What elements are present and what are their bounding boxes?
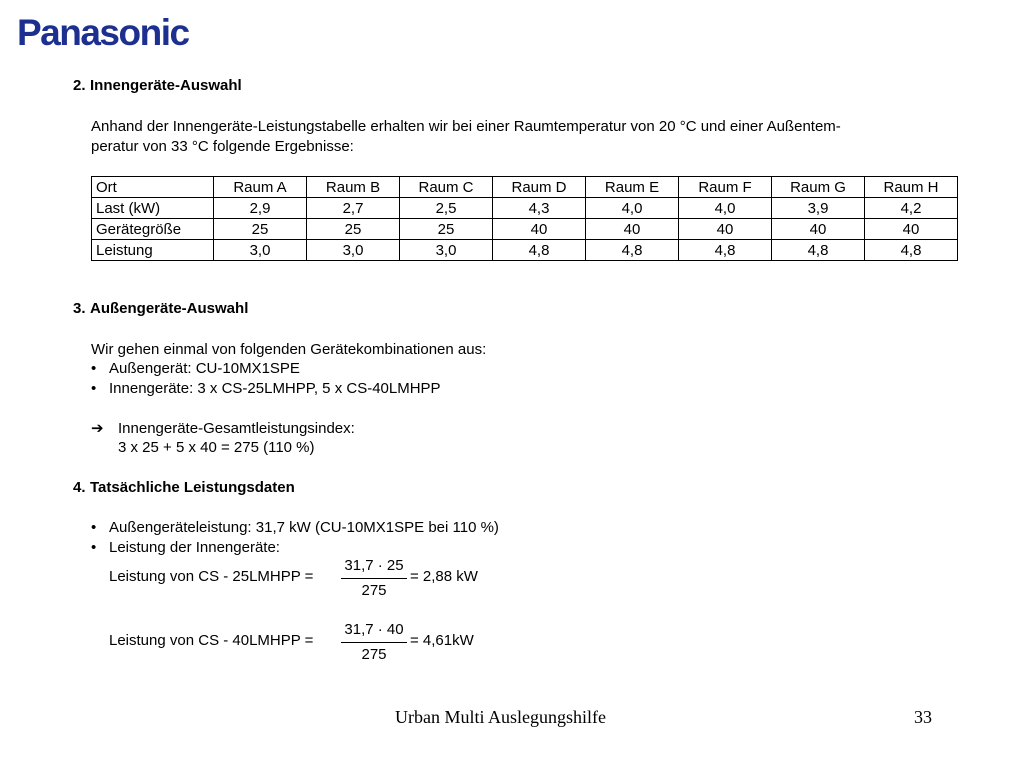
section-2-heading [73, 76, 242, 96]
table-header-cell: Raum H [865, 177, 958, 198]
section-2-intro-line1: Anhand der Innengeräte-Leistungstabelle erhalten wir bei einer Raumtemperatur von 20 °C und einer Außentem- [91, 118, 841, 135]
formula-1-denominator: 275 [361, 582, 387, 599]
table-cell: 40 [679, 219, 772, 240]
formula-2-fraction [341, 620, 407, 665]
table-cell: 40 [586, 219, 679, 240]
fraction-line [341, 642, 407, 643]
section-2-number: 2. [73, 77, 86, 94]
table-header-cell: Raum E [586, 177, 679, 198]
bullet-icon: • [91, 380, 97, 397]
table-row-label: Gerätegröße [92, 219, 214, 240]
table-header-cell: Raum A [214, 177, 307, 198]
list-item [91, 518, 499, 538]
table-cell: 4,0 [679, 198, 772, 219]
table-cell: 3,0 [214, 240, 307, 261]
arrow-item-text: Innengeräte-Gesamtleistungsindex: [118, 420, 355, 437]
section-4-number: 4. [73, 479, 86, 496]
bullet-icon: • [91, 539, 97, 556]
formula-2-denominator: 275 [361, 646, 387, 663]
section-4-heading [73, 478, 295, 498]
table-cell: 2,9 [214, 198, 307, 219]
table-header-cell: Raum D [493, 177, 586, 198]
list-item [91, 359, 300, 379]
table-cell: 25 [214, 219, 307, 240]
formula-1-fraction [341, 556, 407, 601]
section-4-title: Tatsächliche Leistungsdaten [90, 479, 295, 496]
list-item-text: Außengeräteleistung: 31,7 kW (CU-10MX1SPE bei 110 %) [109, 519, 499, 536]
table-row [92, 198, 958, 219]
panasonic-logo: Panasonic [17, 12, 189, 53]
bullet-icon: • [91, 360, 97, 377]
table-cell: 3,0 [307, 240, 400, 261]
footer-title: Urban Multi Auslegungshilfe [395, 707, 606, 727]
formula-1-result: = 2,88 kW [410, 568, 478, 585]
table-cell: 3,0 [400, 240, 493, 261]
table-cell: 40 [865, 219, 958, 240]
table-header-cell: Ort [92, 177, 214, 198]
section-2-intro-line2: peratur von 33 °C folgende Ergebnisse: [91, 138, 354, 155]
index-calculation: 3 x 25 + 5 x 40 = 275 (110 %) [118, 439, 315, 456]
table-header-cell: Raum G [772, 177, 865, 198]
table-cell: 4,8 [586, 240, 679, 261]
table-cell: 25 [400, 219, 493, 240]
section-2-title: Innengeräte-Auswahl [90, 77, 242, 94]
table-row-label: Last (kW) [92, 198, 214, 219]
table-cell: 4,0 [586, 198, 679, 219]
table-cell: 4,2 [865, 198, 958, 219]
table-header-cell: Raum F [679, 177, 772, 198]
table-cell: 3,9 [772, 198, 865, 219]
table-header-row [92, 177, 958, 198]
table-cell: 40 [493, 219, 586, 240]
table-header-cell: Raum B [307, 177, 400, 198]
table-cell: 4,3 [493, 198, 586, 219]
table-cell: 25 [307, 219, 400, 240]
formula-2-result: = 4,61kW [410, 632, 474, 649]
capacity-table [91, 176, 958, 261]
formula-2-numerator: 31,7 · 40 [344, 621, 404, 638]
table-row [92, 240, 958, 261]
list-item [91, 379, 441, 399]
formula-1-label: Leistung von CS - 25LMHPP = [109, 568, 314, 585]
formula-2-label: Leistung von CS - 40LMHPP = [109, 632, 314, 649]
list-item [91, 538, 280, 558]
page-number: 33 [914, 707, 932, 727]
section-3-title: Außengeräte-Auswahl [90, 300, 249, 317]
table-cell: 4,8 [865, 240, 958, 261]
section-3-heading [73, 299, 248, 319]
list-item-text: Innengeräte: 3 x CS-25LMHPP, 5 x CS-40LMHPP [109, 380, 441, 397]
table-header-cell: Raum C [400, 177, 493, 198]
section-3-number: 3. [73, 300, 86, 317]
list-item-text: Leistung der Innengeräte: [109, 539, 280, 556]
table-cell: 4,8 [772, 240, 865, 261]
table-cell: 2,7 [307, 198, 400, 219]
section-3-intro: Wir gehen einmal von folgenden Gerätekombinationen aus: [91, 341, 487, 358]
table-cell: 2,5 [400, 198, 493, 219]
list-item-text: Außengerät: CU-10MX1SPE [109, 360, 300, 377]
fraction-line [341, 578, 407, 579]
arrow-right-icon: ➔ [91, 420, 104, 437]
arrow-item [91, 419, 355, 439]
bullet-icon: • [91, 519, 97, 536]
table-cell: 4,8 [493, 240, 586, 261]
table-cell: 40 [772, 219, 865, 240]
table-row-label: Leistung [92, 240, 214, 261]
formula-1-numerator: 31,7 · 25 [344, 557, 404, 574]
table-cell: 4,8 [679, 240, 772, 261]
table-row [92, 219, 958, 240]
